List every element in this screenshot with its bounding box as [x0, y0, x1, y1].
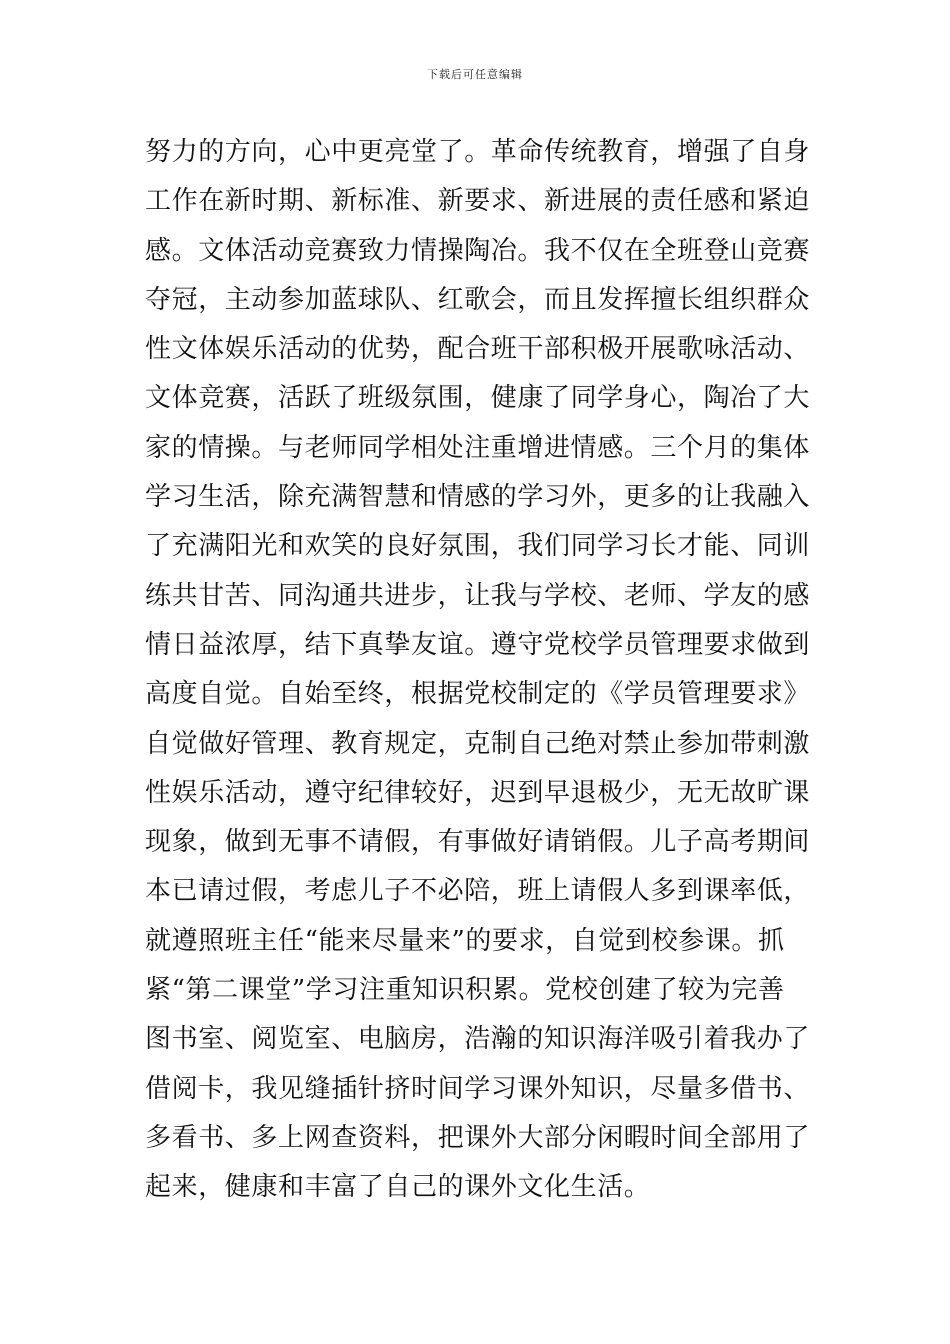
text-line: 借阅卡，我见缝插针挤时间学习课外知识，尽量多借书、 — [145, 1073, 811, 1104]
text-line: 多看书、多上网查资料，把课外大部分闲暇时间全部用了 — [145, 1122, 811, 1153]
text-line: 努力的方向，心中更亮堂了。革命传统教育，增强了自身 — [145, 137, 811, 167]
text-line: 就遵照班主任“能来尽量来”的要求，自觉到校参课。抓 — [145, 925, 785, 956]
text-line: 现象，做到无事不请假，有事做好请销假。儿子高考期间 — [145, 827, 811, 858]
text-line: 自觉做好管理、教育规定，克制自己绝对禁止参加带刺激 — [145, 728, 811, 759]
text-line: 练共甘苦、同沟通共进步，让我与学校、老师、学友的感 — [145, 580, 811, 611]
page-header: 下载后可任意编辑 — [427, 68, 523, 81]
text-line: 情日益浓厚，结下真挚友谊。遵守党校学员管理要求做到 — [145, 629, 811, 660]
text-line: 图书室、阅览室、电脑房，浩瀚的知识海洋吸引着我办了 — [145, 1024, 811, 1055]
text-line: 本已请过假，考虑儿子不必陪，班上请假人多到课率低， — [145, 876, 811, 907]
text-line: 性娱乐活动，遵守纪律较好，迟到早退极少，无无故旷课 — [145, 777, 811, 808]
text-line: 感。文体活动竞赛致力情操陶冶。我不仅在全班登山竞赛 — [145, 235, 811, 266]
text-line: 起来，健康和丰富了自己的课外文化生活。 — [145, 1172, 651, 1203]
text-line: 家的情操。与老师同学相处注重增进情感。三个月的集体 — [145, 432, 811, 463]
text-line: 紧“第二课堂”学习注重知识积累。党校创建了较为完善 — [145, 975, 785, 1006]
body-paragraph — [145, 128, 815, 1213]
text-line: 文体竞赛，活跃了班级氛围，健康了同学身心，陶冶了大 — [145, 383, 811, 414]
text-line: 了充满阳光和欢笑的良好氛围，我们同学习长才能、同训 — [145, 531, 811, 562]
text-line: 学习生活，除充满智慧和情感的学习外，更多的让我融入 — [145, 482, 811, 513]
text-line: 性文体娱乐活动的优势，配合班干部积极开展歌咏活动、 — [145, 334, 811, 365]
text-line: 高度自觉。自始至终，根据党校制定的《学员管理要求》 — [145, 679, 811, 710]
text-line: 工作在新时期、新标准、新要求、新进展的责任感和紧迫 — [145, 186, 811, 217]
text-line: 夺冠，主动参加蓝球队、红歌会，而且发挥擅长组织群众 — [145, 284, 811, 315]
